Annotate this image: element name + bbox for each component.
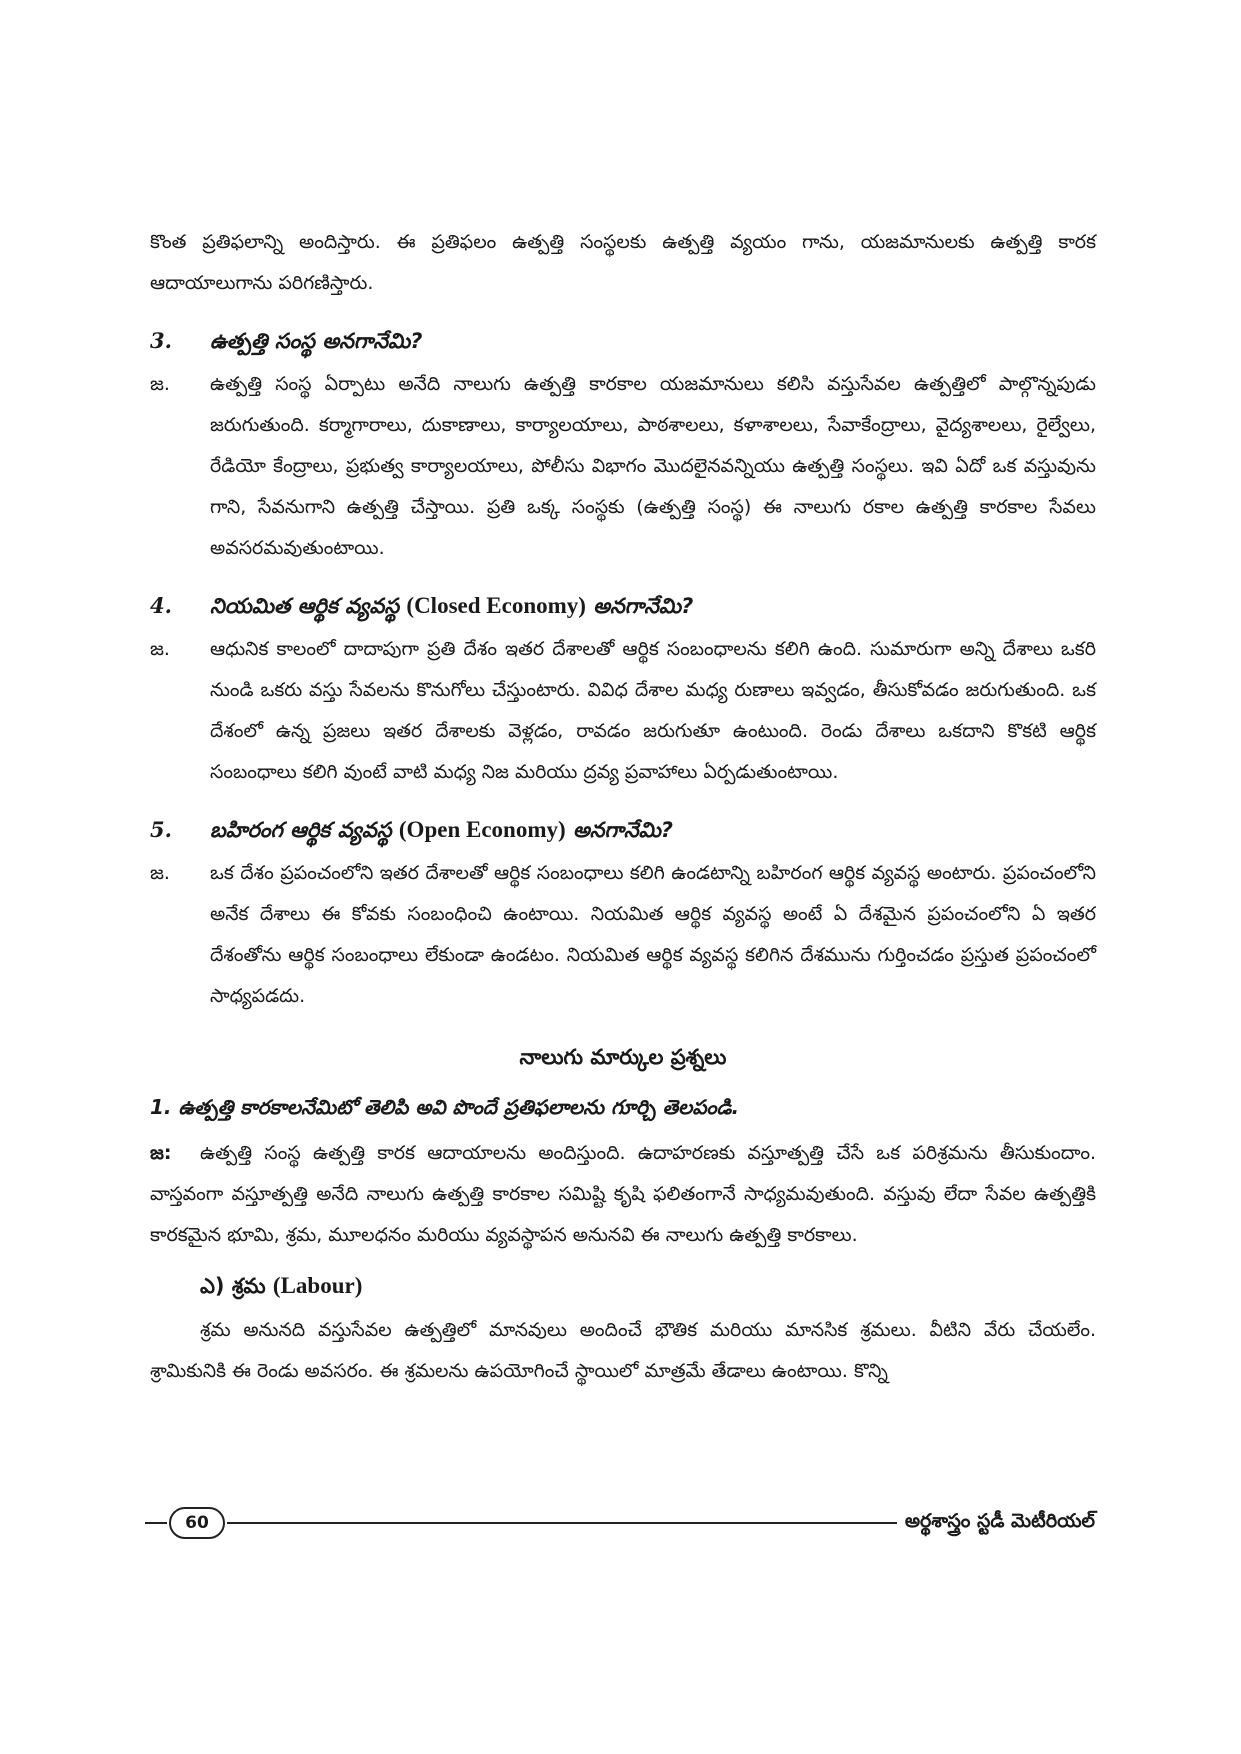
subheading-english: (Labour) (272, 1273, 363, 1298)
question-4-answer (150, 629, 1096, 793)
page-footer (145, 1505, 1095, 1541)
question-number: 5. (150, 817, 172, 842)
answer-text: ఆధునిక కాలంలో దాదాపుగా ప్రతి దేశం ఇతర దేశాలతో ఆర్థిక సంబంధాలను కలిగి ఉంది. సుమారుగా అన్ని దేశాలు ఒకరి నుండి ఒకరు వస్తు సేవలను కొనుగోలు చేస్తుంటారు. వివిధ దేశాల మధ్య రుణాలు ఇవ్వడం, తీసుకోవడం జరుగుతుంది. ఒక దేశంలో ఉన్న ప్రజలు ఇతర దేశాలకు వెళ్లడం, రావడం జరుగుతూ ఉంటుంది. రెండు దేశాలు ఒకదాని కొకటి ఆర్థిక సంబంధాలు కలిగి వుంటే వాటి మధ్య నిజ మరియు ద్రవ్య ప్రవాహాలు ఏర్పడుతుంటాయి. (210, 638, 1096, 783)
answer-label: జ. (150, 862, 170, 884)
question-title: బహిరంగ ఆర్థిక వ్యవస్థ (210, 818, 392, 842)
labour-paragraph: శ్రమ అనునది వస్తుసేవల ఉత్పత్తిలో మానవులు అందించే భౌతిక మరియు మానసిక శ్రమలు. వీటిని వేరు చేయలేం. శ్రామికునికి ఈ రెండు అవసరం. ఈ శ్రమలను ఉపయోగించే స్థాయిలో మాత్రమే తేడాలు ఉంటాయి. కొన్ని (150, 1319, 1096, 1382)
question-title: నియమిత ఆర్థిక వ్యవస్థ (210, 594, 400, 618)
question-5-answer (150, 853, 1096, 1017)
question-4-heading (150, 591, 1096, 621)
question-3-heading (150, 326, 1096, 356)
question-title-english: (Open Economy) (398, 817, 566, 842)
subheading-labour (200, 1268, 1096, 1304)
answer-text: ఉత్పత్తి సంస్థ ఏర్పాటు అనేది నాలుగు ఉత్పత్తి కారకాల యజమానులు కలిసి వస్తుసేవల ఉత్పత్తిలో పాల్గొన్నపుడు జరుగుతుంది. కర్మాగారాలు, దుకాణాలు, కార్యాలయాలు, పాఠశాలలు, కళాశాలలు, సేవాకేంద్రాలు, వైద్యశాలలు, రైల్వేలు, రేడియో కేంద్రాలు, ప్రభుత్వ కార్యాలయాలు, పోలీసు విభాగం మొదలైనవన్నియు ఉత్పత్తి సంస్థలు. ఇవి ఏదో ఒక వస్తువును గాని, సేవనుగాని ఉత్పత్తి చేస్తాయి. ప్రతి ఒక్క సంస్థకు (ఉత్పత్తి సంస్థ) ఈ నాలుగు రకాల ఉత్పత్తి కారకాల సేవలు అవసరమవుతుంటాయి. (210, 373, 1096, 559)
footer-rule (227, 1522, 897, 1524)
answer-text: ఉత్పత్తి సంస్థ ఉత్పత్తి కారక ఆదాయాలను అందిస్తుంది. ఉదాహరణకు వస్తూత్పత్తి చేసే ఒక పరిశ్రమను తీసుకుందాం. వాస్తవంగా వస్తూత్పత్తి అనేది నాలుగు ఉత్పత్తి కారకాల సమిష్టి కృషి ఫలితంగానే సాధ్యమవుతుంది. వస్తువు లేదా సేవల ఉత్పత్తికి కారకమైన భూమి, శ్రమ, మూలధనం మరియు వ్యవస్థాపన అనునవి ఈ నాలుగు ఉత్పత్తి కారకాలు. (150, 1142, 1096, 1246)
question-title-english: (Closed Economy) (406, 593, 586, 618)
intro-paragraph: కొంత ప్రతిఫలాన్ని అందిస్తారు. ఈ ప్రతిఫలం ఉత్పత్తి సంస్థలకు ఉత్పత్తి వ్యయం గాను, యజమానులకు ఉత్పత్తి కారక ఆదాయాలుగాను పరిగణిస్తారు. (150, 231, 1096, 294)
subheading-label: ఎ) శ్రమ (200, 1274, 266, 1298)
question-3-answer (150, 364, 1096, 569)
answer-label: జ: (150, 1142, 172, 1164)
four-mark-question-1-answer (150, 1133, 1096, 1256)
book-title: అర్థశాస్త్రం స్టడీ మెటీరియల్ (904, 1509, 1095, 1532)
question-suffix: అనగానేమి? (572, 818, 673, 842)
footer-rule-left (145, 1522, 167, 1524)
question-number: 3. (150, 328, 172, 353)
question-number: 4. (150, 593, 172, 618)
answer-text: ఒక దేశం ప్రపంచంలోని ఇతర దేశాలతో ఆర్థిక సంబంధాలు కలిగి ఉండటాన్ని బహిరంగ ఆర్థిక వ్యవస్థ అంటారు. ప్రపంచంలోని అనేక దేశాలు ఈ కోవకు సంబంధించి ఉంటాయి. నియమిత ఆర్థిక వ్యవస్థ అంటే ఏ దేశమైన ప్రపంచంలోని ఏ ఇతర దేశంతోను ఆర్థిక సంబంధాలు లేకుండా ఉండటం. నియమిత ఆర్థిక వ్యవస్థ కలిగిన దేశమును గుర్తించడం ప్రస్తుత ప్రపంచంలో సాధ్యపడదు. (210, 862, 1096, 1007)
question-title: ఉత్పత్తి సంస్థ (210, 329, 316, 353)
section-title: నాలుగు మార్కుల ప్రశ్నలు (519, 1045, 727, 1069)
question-suffix: అనగానేమి? (593, 594, 694, 618)
answer-label: జ. (150, 638, 170, 660)
four-mark-question-1-heading: 1. ఉత్పత్తి కారకాలనేమిటో తెలిపి అవి పొందే ప్రతిఫలాలను గూర్చి తెలపండి. (150, 1095, 740, 1119)
page-content (150, 222, 1096, 1392)
question-suffix: అనగానేమి? (322, 329, 423, 353)
page-number: 60 (169, 1507, 225, 1539)
answer-label: జ. (150, 373, 170, 395)
question-5-heading (150, 815, 1096, 845)
